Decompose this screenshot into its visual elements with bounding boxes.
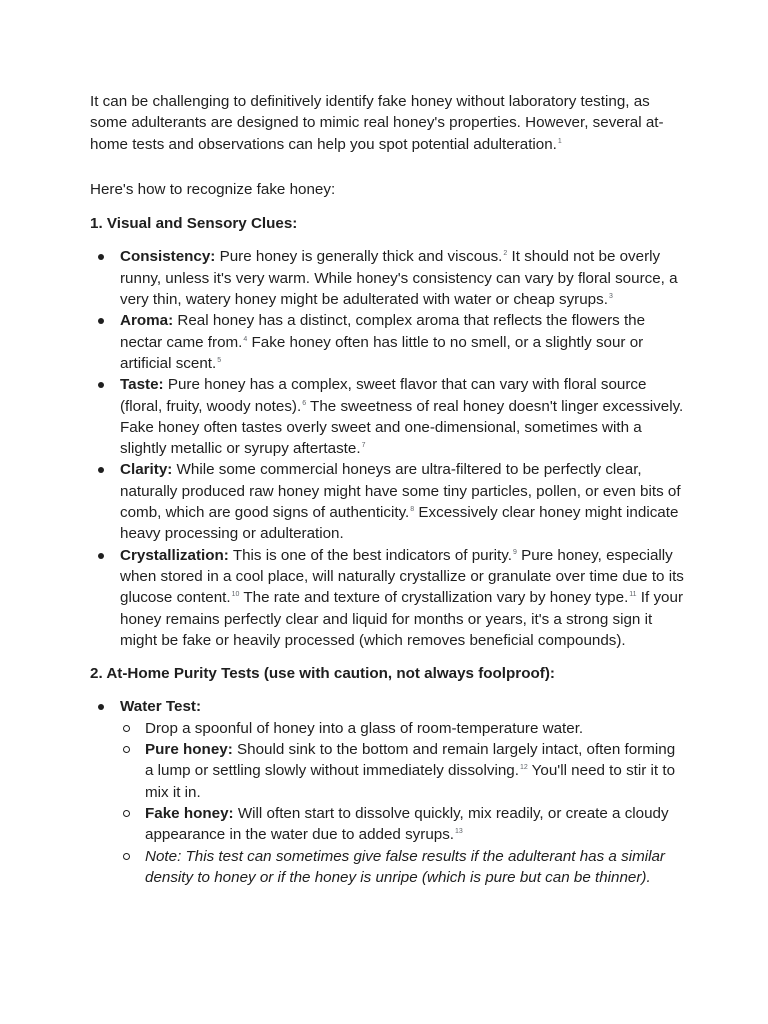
footnote-ref[interactable]: 2 [503, 250, 508, 258]
term-label: Crystallization: [120, 546, 229, 564]
sub-item-procedure [120, 718, 685, 739]
footnote-ref[interactable]: 3 [608, 293, 613, 301]
sub-item-pure-honey [120, 739, 685, 803]
term-label: Fake honey: [145, 804, 234, 822]
item-text: Pure honey has a complex, sweet flavor that can vary with floral source (floral, fruity, woody notes). [120, 376, 647, 415]
item-text: Will often start to dissolve quickly, mix readily, or create a cloudy appearance in the water due to added syrups. [145, 804, 669, 844]
intro-text: It can be challenging to definitively identify fake honey without laboratory testing, as some adulterants are designed to mimic real honey's properties. However, several at-home tests and observations can help you spot potential adulteration. [90, 93, 664, 153]
section-heading-purity-tests: 2. At-Home Purity Tests (use with caution, not always foolproof): [90, 665, 555, 683]
item-text: The rate and texture of crystallization vary by honey type. [239, 589, 629, 607]
footnote-ref[interactable]: 12 [519, 764, 528, 772]
sub-item-note [120, 846, 685, 889]
term-label: Aroma: [120, 312, 174, 330]
footnote-ref[interactable]: 13 [455, 828, 463, 836]
item-text: This is one of the best indicators of purity. [228, 546, 512, 564]
term-label: Consistency: [120, 248, 216, 266]
item-text: Pure honey is generally thick and viscous. [215, 248, 503, 266]
footnote-ref[interactable]: 7 [361, 442, 366, 450]
purity-tests-list [90, 696, 685, 888]
footnote-ref[interactable]: 9 [512, 548, 517, 556]
section-heading-visual-clues: 1. Visual and Sensory Clues: [90, 215, 298, 233]
list-item-clarity [90, 459, 685, 544]
item-text: Should sink to the bottom and remain largely intact, often forming a lump or settling slowly without immediately dissolving. [145, 741, 676, 780]
water-test-steps [120, 718, 685, 888]
item-text: While some commercial honeys are ultra-filtered to be perfectly clear, naturally produced raw honey might have some tiny particles, pollen, or even bits of comb, which are good signs of authenticity. [120, 461, 681, 522]
item-text: Excessively clear honey might indicate heavy processing or adulteration. [120, 504, 679, 543]
list-item-taste [90, 374, 685, 459]
list-item-crystallization [90, 545, 685, 651]
footnote-ref[interactable]: 5 [217, 356, 222, 364]
list-item-aroma [90, 310, 685, 374]
lead-sentence: Here's how to recognize fake honey: [90, 180, 336, 198]
item-text: Drop a spoonful of honey into a glass of room-temperature water. [145, 719, 584, 737]
item-text: If your honey remains perfectly clear and liquid for months or years, it's a strong sign it might be fake or heavily processed (which removes beneficial compounds). [120, 589, 684, 649]
term-label: Pure honey: [145, 741, 233, 759]
note-text: Note: This test can sometimes give false results if the adulterant has a similar density to honey or if the honey is unripe (which is pure but can be thinner). [145, 847, 665, 886]
item-text: Real honey has a distinct, complex aroma that reflects the flowers the nectar came from. [120, 312, 646, 351]
footnote-ref[interactable]: 11 [629, 591, 637, 599]
list-item-consistency [90, 246, 685, 310]
item-text: It should not be overly runny, unless it's very warm. While honey's consistency can vary by floral source, a very thin, watery honey might be adulterated with water or cheap syrups. [120, 248, 678, 309]
visual-clues-list [90, 246, 685, 651]
footnote-ref[interactable]: 6 [302, 399, 307, 407]
term-label: Clarity: [120, 461, 173, 479]
item-text: Pure honey, especially when stored in a cool place, will naturally crystallize or granulate over time due to its glucose content. [120, 546, 684, 607]
footnote-ref[interactable]: 8 [410, 506, 415, 514]
footnote-ref[interactable]: 1 [557, 137, 562, 145]
item-text: You'll need to stir it to mix it in. [145, 762, 676, 801]
item-text: Fake honey often has little to no smell, or a slightly sour or artificial scent. [120, 333, 644, 372]
footnote-ref[interactable]: 10 [231, 591, 240, 599]
item-text: The sweetness of real honey doesn't linger excessively. Fake honey often tastes overly sweet and one-dimensional, sometimes with a slightly metallic or syrupy aftertaste. [120, 397, 684, 458]
intro-paragraph [90, 91, 685, 155]
term-label: Water Test: [120, 698, 202, 716]
term-label: Taste: [120, 376, 164, 394]
document-page [90, 91, 685, 888]
list-item-water-test [90, 696, 685, 888]
footnote-ref[interactable]: 4 [243, 335, 248, 343]
sub-item-fake-honey [120, 803, 685, 846]
